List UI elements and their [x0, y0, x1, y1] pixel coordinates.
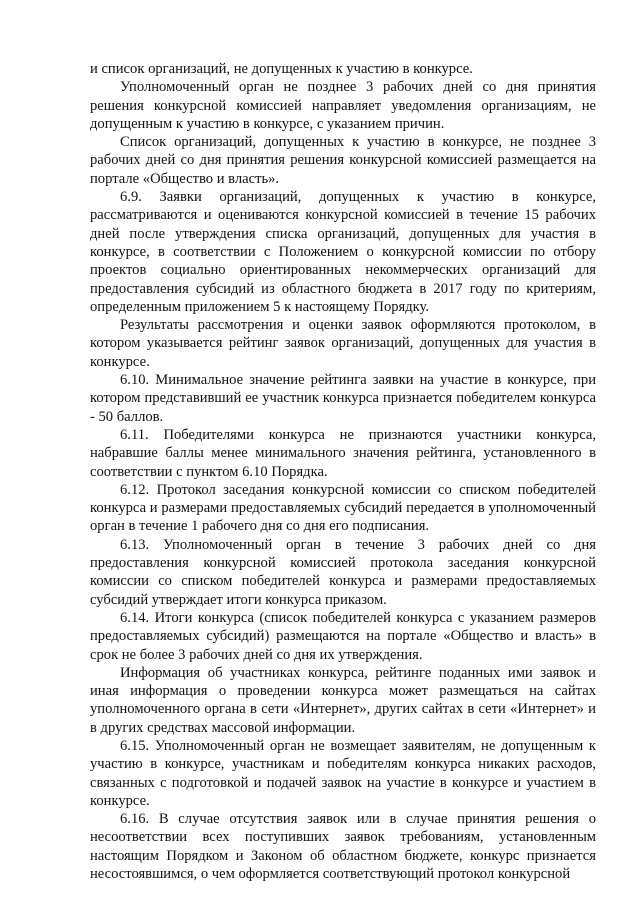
- paragraph-6-15: 6.15. Уполномоченный орган не возмещает заявителям, не допущенным к участию в конкурсе, участникам и победителям конкурса никаких расходов, связанных с подготовкой и подачей заявок на участие в конкурсе и участием в конкурсе.: [90, 737, 596, 809]
- paragraph-admitted-list: Список организаций, допущенных к участию в конкурсе, не позднее 3 рабочих дней со дня принятия решения конкурсной комиссией размещается на портале «Общество и власть».: [90, 134, 596, 187]
- paragraph-6-14: 6.14. Итоги конкурса (список победителей конкурса с указанием размеров предоставляемых субсидий) размещаются на портале «Общество и власть» в срок не более 3 рабочих дней со дня их утверждения.: [90, 609, 596, 663]
- paragraph-results-protocol: Результаты рассмотрения и оценки заявок оформляются протоколом, в котором указывается рейтинг заявок организаций, допущенных для участия в конкурсе.: [90, 317, 596, 370]
- paragraph-notification: Уполномоченный орган не позднее 3 рабочих дней со дня принятия решения конкурсной комиссией направляет уведомления организациям, не допущенным к участию в конкурсе, с указанием причин.: [90, 79, 596, 132]
- paragraph-participant-info: Информация об участниках конкурса, рейтинге поданных ими заявок и иная информация о проведении конкурса может размещаться на сайтах уполномоченного органа в сети «Интернет», других сайтах в сети «Интернет» и в других средствах массовой информации.: [90, 664, 596, 736]
- paragraph-6-16: 6.16. В случае отсутствия заявок или в случае принятия решения о несоответствии всех поступивших заявок требованиям, установленным настоящим Порядком и Законом об областном бюджете, конкурс признается несостоявшимся, о чем оформляется соответствующий протокол конкурсной: [90, 811, 596, 883]
- paragraph-6-12: 6.12. Протокол заседания конкурсной комиссии со списком победителей конкурса и размерами предоставляемых субсидий передается в уполномоченный орган в течение 1 рабочего дня со дня его подписания.: [90, 481, 596, 535]
- paragraph-6-13: 6.13. Уполномоченный орган в течение 3 рабочих дней со дня предоставления конкурсной комиссией протокола заседания конкурсной комиссии со списком победителей конкурса и размерами предоставляемых субсидий утверждает итоги конкурса приказом.: [90, 536, 596, 608]
- paragraph-6-10: 6.10. Минимальное значение рейтинга заявки на участие в конкурсе, при котором представивший ее участник конкурса признается победителем конкурса - 50 баллов.: [90, 372, 596, 425]
- paragraph-6-9: 6.9. Заявки организаций, допущенных к участию в конкурсе, рассматриваются и оцениваются конкурсной комиссией в течение 15 рабочих дней после утверждения списка организаций, допущенных для участия в конкурсе, в соответствии с Положением о конкурсной комиссии по отбору проектов социально ориентированных некоммерческих организаций для предоставления субсидий из областного бюджета в 2017 году по критериям, определенным приложением 5 к настоящему Порядку.: [90, 189, 596, 315]
- paragraph-continuation: и список организаций, не допущенных к участию в конкурсе.: [90, 61, 473, 77]
- document-page: [90, 60, 596, 883]
- paragraph-6-11: 6.11. Победителями конкурса не признаются участники конкурса, набравшие баллы менее минимального значения рейтинга, установленного в соответствии с пунктом 6.10 Порядка.: [90, 426, 596, 480]
